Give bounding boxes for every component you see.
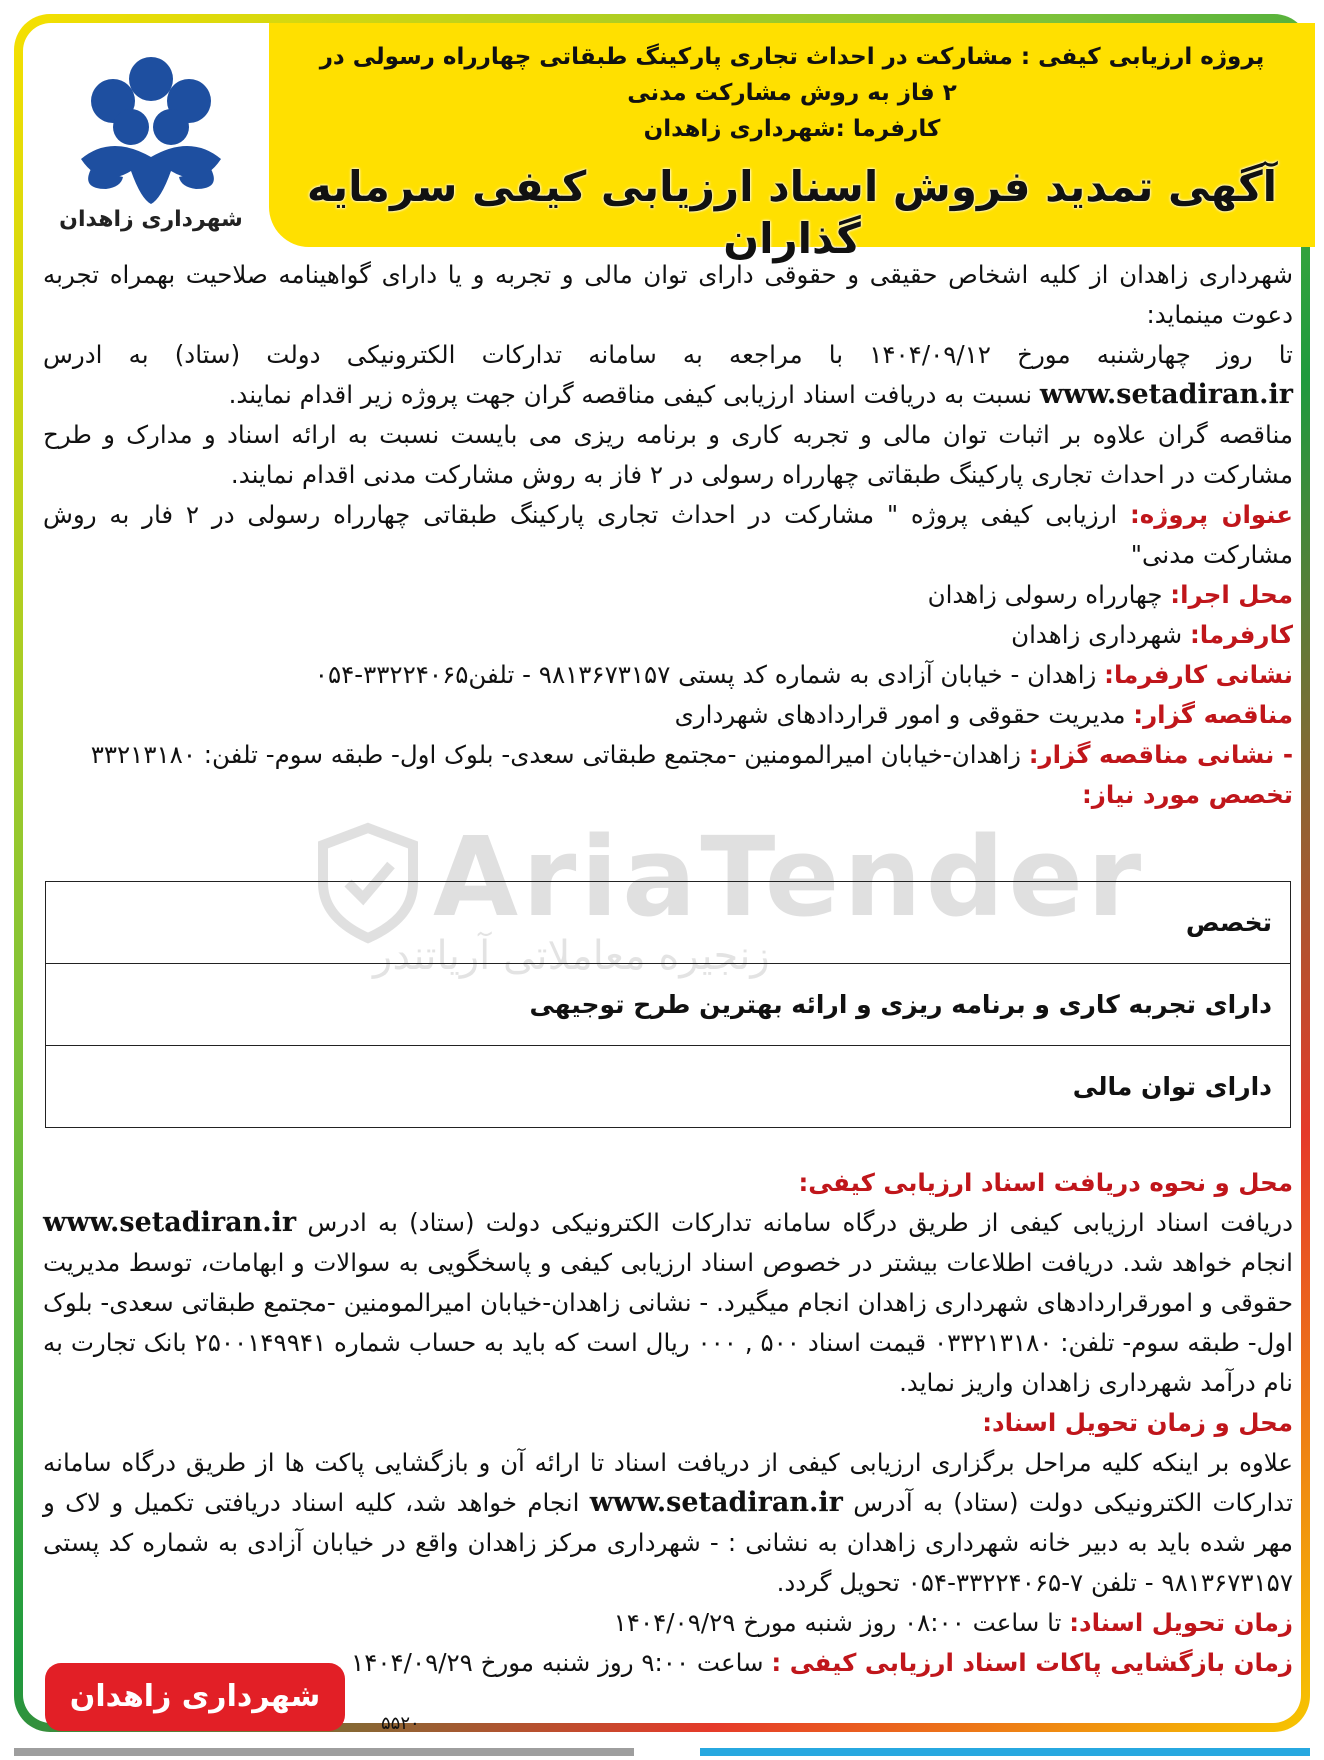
tenderer-label: مناقصه گزار: [1133, 700, 1293, 729]
table-cell: دارای توان مالی [46, 1046, 1291, 1128]
table-cell: تخصص [46, 882, 1291, 964]
project-title-row [43, 495, 1293, 575]
project-title-label: عنوان پروژه: [1130, 500, 1293, 529]
delivery-text-b: انجام خواهد شد، کلیه اسناد دریافتی تکمیل و لاک و مهر شده باید به دبیر خانه شهرداری زاهدان به نشانی : - شهرداری مرکز زاهدان واقع در خیابان آزادی به شماره کد پستی ۹۸۱۳۶۷۳۱۵۷ - تلفن ۷-۳۳۲۲۴۰۶۵-۰۵۴ تحویل گردد. [43, 1488, 1293, 1597]
municipality-badge: شهرداری زاهدان [45, 1663, 345, 1731]
location-label: محل اجرا: [1170, 580, 1293, 609]
delivery-text-a: علاوه بر اینکه کلیه مراحل برگزاری ارزیابی کیفی از دریافت اسناد تا ارائه آن و بازگشایی پاکت ها از طریق درگاه سامانه تدارکات الکترونیکی دولت (ستاد) به آدرس [43, 1448, 1293, 1517]
specialty-table [45, 881, 1291, 1128]
table-cell: دارای تجربه کاری و برنامه ریزی و ارائه بهترین طرح توجیهی [46, 964, 1291, 1046]
intro-paragraph-1: شهرداری زاهدان از کلیه اشخاص حقیقی و حقوقی دارای توان مالی و تجربه و یا دارای گواهینامه صلاحیت بهمراه تجربه دعوت مینماید: [43, 260, 1293, 329]
header-line-2: ۲ فاز به روش مشارکت مدنی [627, 80, 957, 106]
delivery-time-row [43, 1603, 1293, 1643]
header-line-1: پروژه ارزیابی کیفی : مشارکت در احداث تجاری پارکینگ طبقاتی چهارراه رسولی در [319, 44, 1265, 70]
employer-label: کارفرما: [1189, 620, 1293, 649]
receive-text-b: انجام خواهد شد. دریافت اطلاعات بیشتر در خصوص اسناد ارزیابی کیفی و پاسخگویی به سوالات و ابهامات، توسط مدیریت حقوقی و امورقراردادهای شهرداری زاهدان انجام میگیرد. - نشانی زاهدان-خیابان امیرالمومنین -مجتمع طبقاتی سعدی- بلوک اول- طبقه سوم- تلفن: ۰۳۳۲۱۳۱۸۰ قیمت اسناد ۵۰۰ , ۰۰۰ ریال است که باید به حساب شماره ۲۵۰۰۱۴۹۹۴۱ بانک تجارت به نام درآمد شهرداری زاهدان واریز نماید. [43, 1248, 1293, 1397]
ad-code: ۵۵۲۰ [381, 1713, 420, 1734]
intro-text-b: نسبت به دریافت اسناد ارزیابی کیفی مناقصه گران جهت پروژه زیر اقدام نمایند. [228, 380, 1033, 409]
tenderer-address-label: - نشانی مناقصه گزار: [1028, 740, 1293, 769]
employer-address-label: نشانی کارفرما: [1104, 660, 1293, 689]
documents-section [43, 1163, 1293, 1683]
specialty-row [43, 775, 1293, 815]
specialty-label: تخصص مورد نیاز: [1082, 780, 1293, 809]
table-row [46, 1046, 1291, 1128]
employer-address-row [43, 655, 1293, 695]
setadiran-link[interactable]: www.setadiran.ir [43, 1207, 297, 1238]
setadiran-link[interactable]: www.setadiran.ir [589, 1487, 843, 1518]
ad-frame [14, 14, 1310, 1732]
bottom-divider-left [14, 1748, 634, 1756]
employer-value: شهرداری زاهدان [1011, 620, 1183, 649]
delivery-heading: محل و زمان تحویل اسناد: [982, 1408, 1293, 1437]
delivery-paragraph [43, 1443, 1293, 1603]
tenderer-address-row [43, 735, 1293, 775]
table-row [46, 882, 1291, 964]
receive-paragraph [43, 1203, 1293, 1403]
table-row [46, 964, 1291, 1046]
intro-section [43, 255, 1293, 815]
employer-row [43, 615, 1293, 655]
delivery-time-value: تا ساعت ۰۸:۰۰ روز شنبه مورخ ۱۴۰۴/۰۹/۲۹ [613, 1608, 1062, 1637]
ad-inner [23, 23, 1301, 1734]
opening-time-label: زمان بازگشایی پاکات اسناد ارزیابی کیفی : [771, 1648, 1293, 1677]
intro-paragraph-3: مناقصه گران علاوه بر اثبات توان مالی و تجربه کاری و برنامه ریزی می بایست نسبت به ارائه اسناد و مدارک و طرح مشارکت در احداث تجاری پارکینگ طبقاتی چهارراه رسولی در ۲ فاز به روش مشارکت مدنی اقدام نمایند. [43, 420, 1293, 489]
intro-paragraph-2 [43, 335, 1293, 415]
bottom-divider-right [700, 1748, 1310, 1756]
receive-heading: محل و نحوه دریافت اسناد ارزیابی کیفی: [798, 1168, 1293, 1197]
watermark-brand: AriaTender [433, 813, 1146, 941]
tenderer-value: مدیریت حقوقی و امور قراردادهای شهرداری [674, 700, 1126, 729]
opening-time-value: ساعت ۹:۰۰ روز شنبه مورخ ۱۴۰۴/۰۹/۲۹ [351, 1648, 764, 1677]
location-value: چهارراه رسولی زاهدان [927, 580, 1163, 609]
setadiran-link[interactable]: www.setadiran.ir [1039, 379, 1293, 410]
logo-caption: شهرداری زاهدان [59, 207, 243, 232]
intro-text-a: تا روز چهارشنبه مورخ ۱۴۰۴/۰۹/۱۲ با مراجعه به سامانه تدارکات الکترونیکی دولت (ستاد) به ادرس [43, 340, 1293, 369]
project-title-value: ارزیابی کیفی پروژه " مشارکت در احداث تجاری پارکینگ طبقاتی چهارراه رسولی در ۲ فار به روش مشارکت مدنی" [43, 500, 1293, 569]
receive-text-a: دریافت اسناد ارزیابی کیفی از طریق درگاه سامانه تدارکات الکترونیکی دولت (ستاد) به ادرس [307, 1208, 1293, 1237]
tenderer-row [43, 695, 1293, 735]
header-box [269, 23, 1315, 263]
employer-address-value: زاهدان - خیابان آزادی به شماره کد پستی ۹۸۱۳۶۷۳۱۵۷ - تلفن۳۳۲۲۴۰۶۵-۰۵۴ [314, 660, 1097, 689]
tenderer-address-value: زاهدان-خیابان امیرالمومنین -مجتمع طبقاتی سعدی- بلوک اول- طبقه سوم- تلفن: ۳۳۲۱۳۱۸۰ [90, 740, 1021, 769]
header-line-3: کارفرما :شهرداری زاهدان [643, 116, 941, 142]
watermark-tagline: زنجیره معاملاتی آریاتندر [373, 933, 770, 979]
delivery-time-label: زمان تحویل اسناد: [1069, 1608, 1293, 1637]
location-row [43, 575, 1293, 615]
headline: آگهی تمدید فروش اسناد ارزیابی کیفی سرمایه گذاران [306, 162, 1278, 263]
